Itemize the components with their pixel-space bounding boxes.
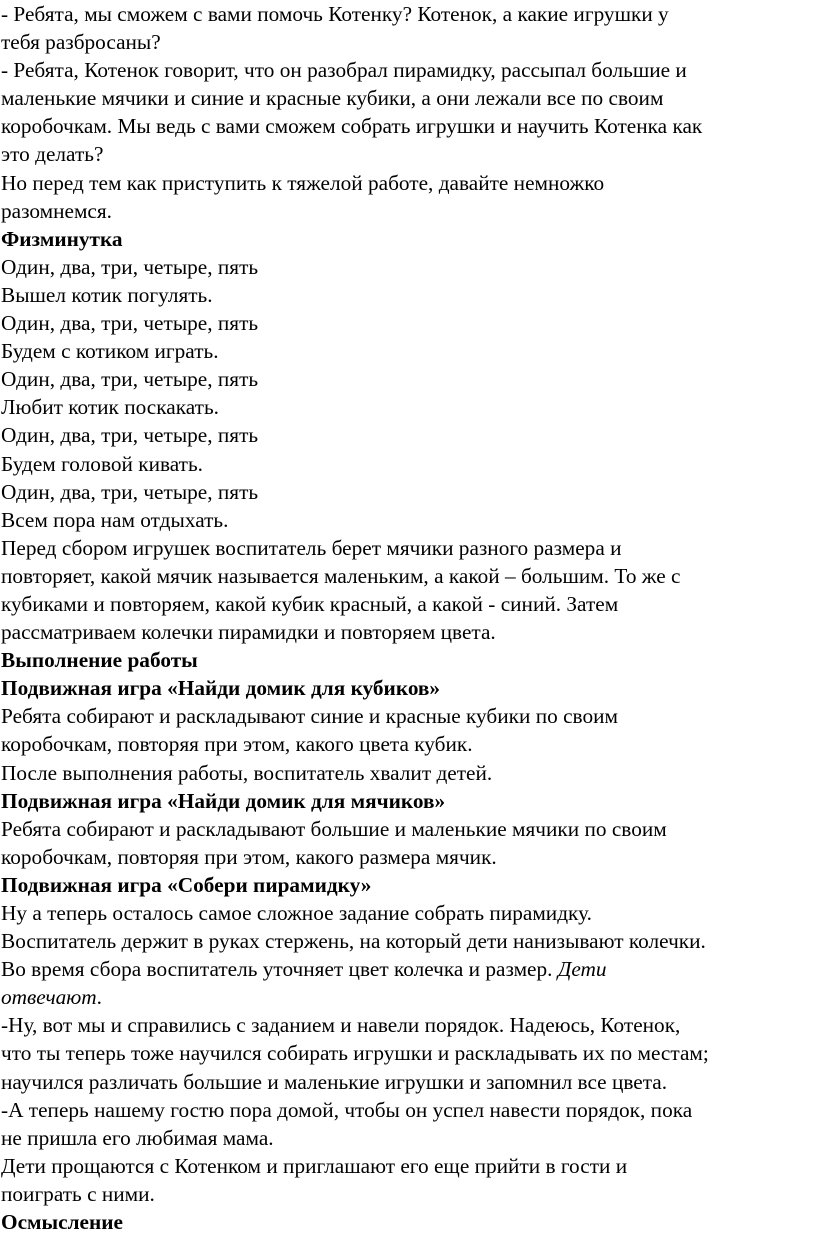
- poem-line: Один, два, три, четыре, пять: [1, 311, 259, 336]
- poem-line: Будем с котиком играть.: [1, 339, 219, 364]
- poem-line: Один, два, три, четыре, пять: [1, 254, 259, 279]
- text-line: - Ребята, мы сможем с вами помочь Котенку? Котенок, а какие игрушки у: [1, 2, 669, 26]
- text-line: рассматриваем колечки пирамидки и повторяем цвета.: [1, 620, 496, 645]
- text-line: [1, 983, 816, 1011]
- poem-line: Вышел котик погулять.: [1, 282, 213, 307]
- text-line: поиграть с ними.: [1, 1181, 155, 1206]
- text-line: - Ребята, Котенок говорит, что он разобрал пирамидку, рассыпал большие и: [1, 58, 687, 83]
- text-line: коробочкам, повторяя при этом, какого цвета кубик.: [1, 732, 473, 757]
- text-segment: Во время сбора воспитатель уточняет цвет колечка и размер.: [1, 957, 558, 982]
- game-heading-balls: Подвижная игра «Найди домик для мячиков»: [1, 788, 446, 813]
- text-line: [1, 955, 816, 983]
- poem-line: Всем пора нам отдыхать.: [1, 507, 229, 532]
- text-line: -А теперь нашему гостю пора домой, чтобы он успел навести порядок, пока: [1, 1097, 693, 1122]
- text-line: тебя разбросаны?: [1, 30, 161, 55]
- poem-line: Один, два, три, четыре, пять: [1, 423, 259, 448]
- text-line: повторяет, какой мячик называется маленьким, а какой – большим. То же с: [1, 563, 681, 588]
- italic-text-segment: Дети: [557, 957, 607, 982]
- text-line: научился различать большие и маленькие игрушки и запомнил все цвета.: [1, 1069, 668, 1094]
- poem-line: Будем головой кивать.: [1, 451, 203, 476]
- game-heading-pyramid: Подвижная игра «Собери пирамидку»: [1, 872, 372, 897]
- text-line: После выполнения работы, воспитатель хвалит детей.: [1, 760, 493, 785]
- game-heading-cubes: Подвижная игра «Найди домик для кубиков»: [1, 676, 441, 701]
- text-line: коробочкам, повторяя при этом, какого размера мячик.: [1, 844, 497, 869]
- section-heading-work: Выполнение работы: [1, 648, 198, 673]
- text-line: Ну а теперь осталось самое сложное задание собрать пирамидку.: [1, 901, 592, 925]
- text-line: Воспитатель держит в руках стержень, на который дети нанизывают колечки.: [1, 929, 706, 954]
- text-line: коробочкам. Мы ведь с вами сможем собрать игрушки и научить Котенка как: [1, 114, 703, 139]
- text-line: Дети прощаются с Котенком и приглашают его еще прийти в гости и: [1, 1153, 628, 1178]
- text-segment: .: [96, 985, 102, 1010]
- text-line: маленькие мячики и синие и красные кубики, а они лежали все по своим: [1, 86, 664, 111]
- text-line: кубиками и повторяем, какой кубик красный, а какой - синий. Затем: [1, 591, 619, 616]
- text-line: Перед сбором игрушек воспитатель берет мячики разного размера и: [1, 535, 622, 560]
- section-heading-fizminutka: Физминутка: [1, 226, 123, 251]
- poem-line: Любит котик поскакать.: [1, 395, 220, 420]
- text-line: это делать?: [1, 142, 104, 167]
- text-line: не пришла его любимая мама.: [1, 1125, 274, 1150]
- section-heading-reflection: Осмысление: [1, 1210, 123, 1235]
- poem-line: Один, два, три, четыре, пять: [1, 367, 259, 392]
- text-line: Но перед тем как приступить к тяжелой работе, давайте немножко: [1, 170, 605, 195]
- text-line: Ребята собирают и раскладывают большие и маленькие мячики по своим: [1, 816, 667, 841]
- text-line: разомнемся.: [1, 198, 113, 223]
- italic-text-segment: отвечают: [1, 985, 97, 1010]
- text-line: что ты теперь тоже научился собирать игрушки и раскладывать их по местам;: [1, 1041, 709, 1066]
- poem-line: Один, два, три, четыре, пять: [1, 479, 259, 504]
- text-line: Ребята собирают и раскладывают синие и красные кубики по своим: [1, 704, 618, 729]
- text-line: -Ну, вот мы и справились с заданием и навели порядок. Надеюсь, Котенок,: [1, 1013, 681, 1038]
